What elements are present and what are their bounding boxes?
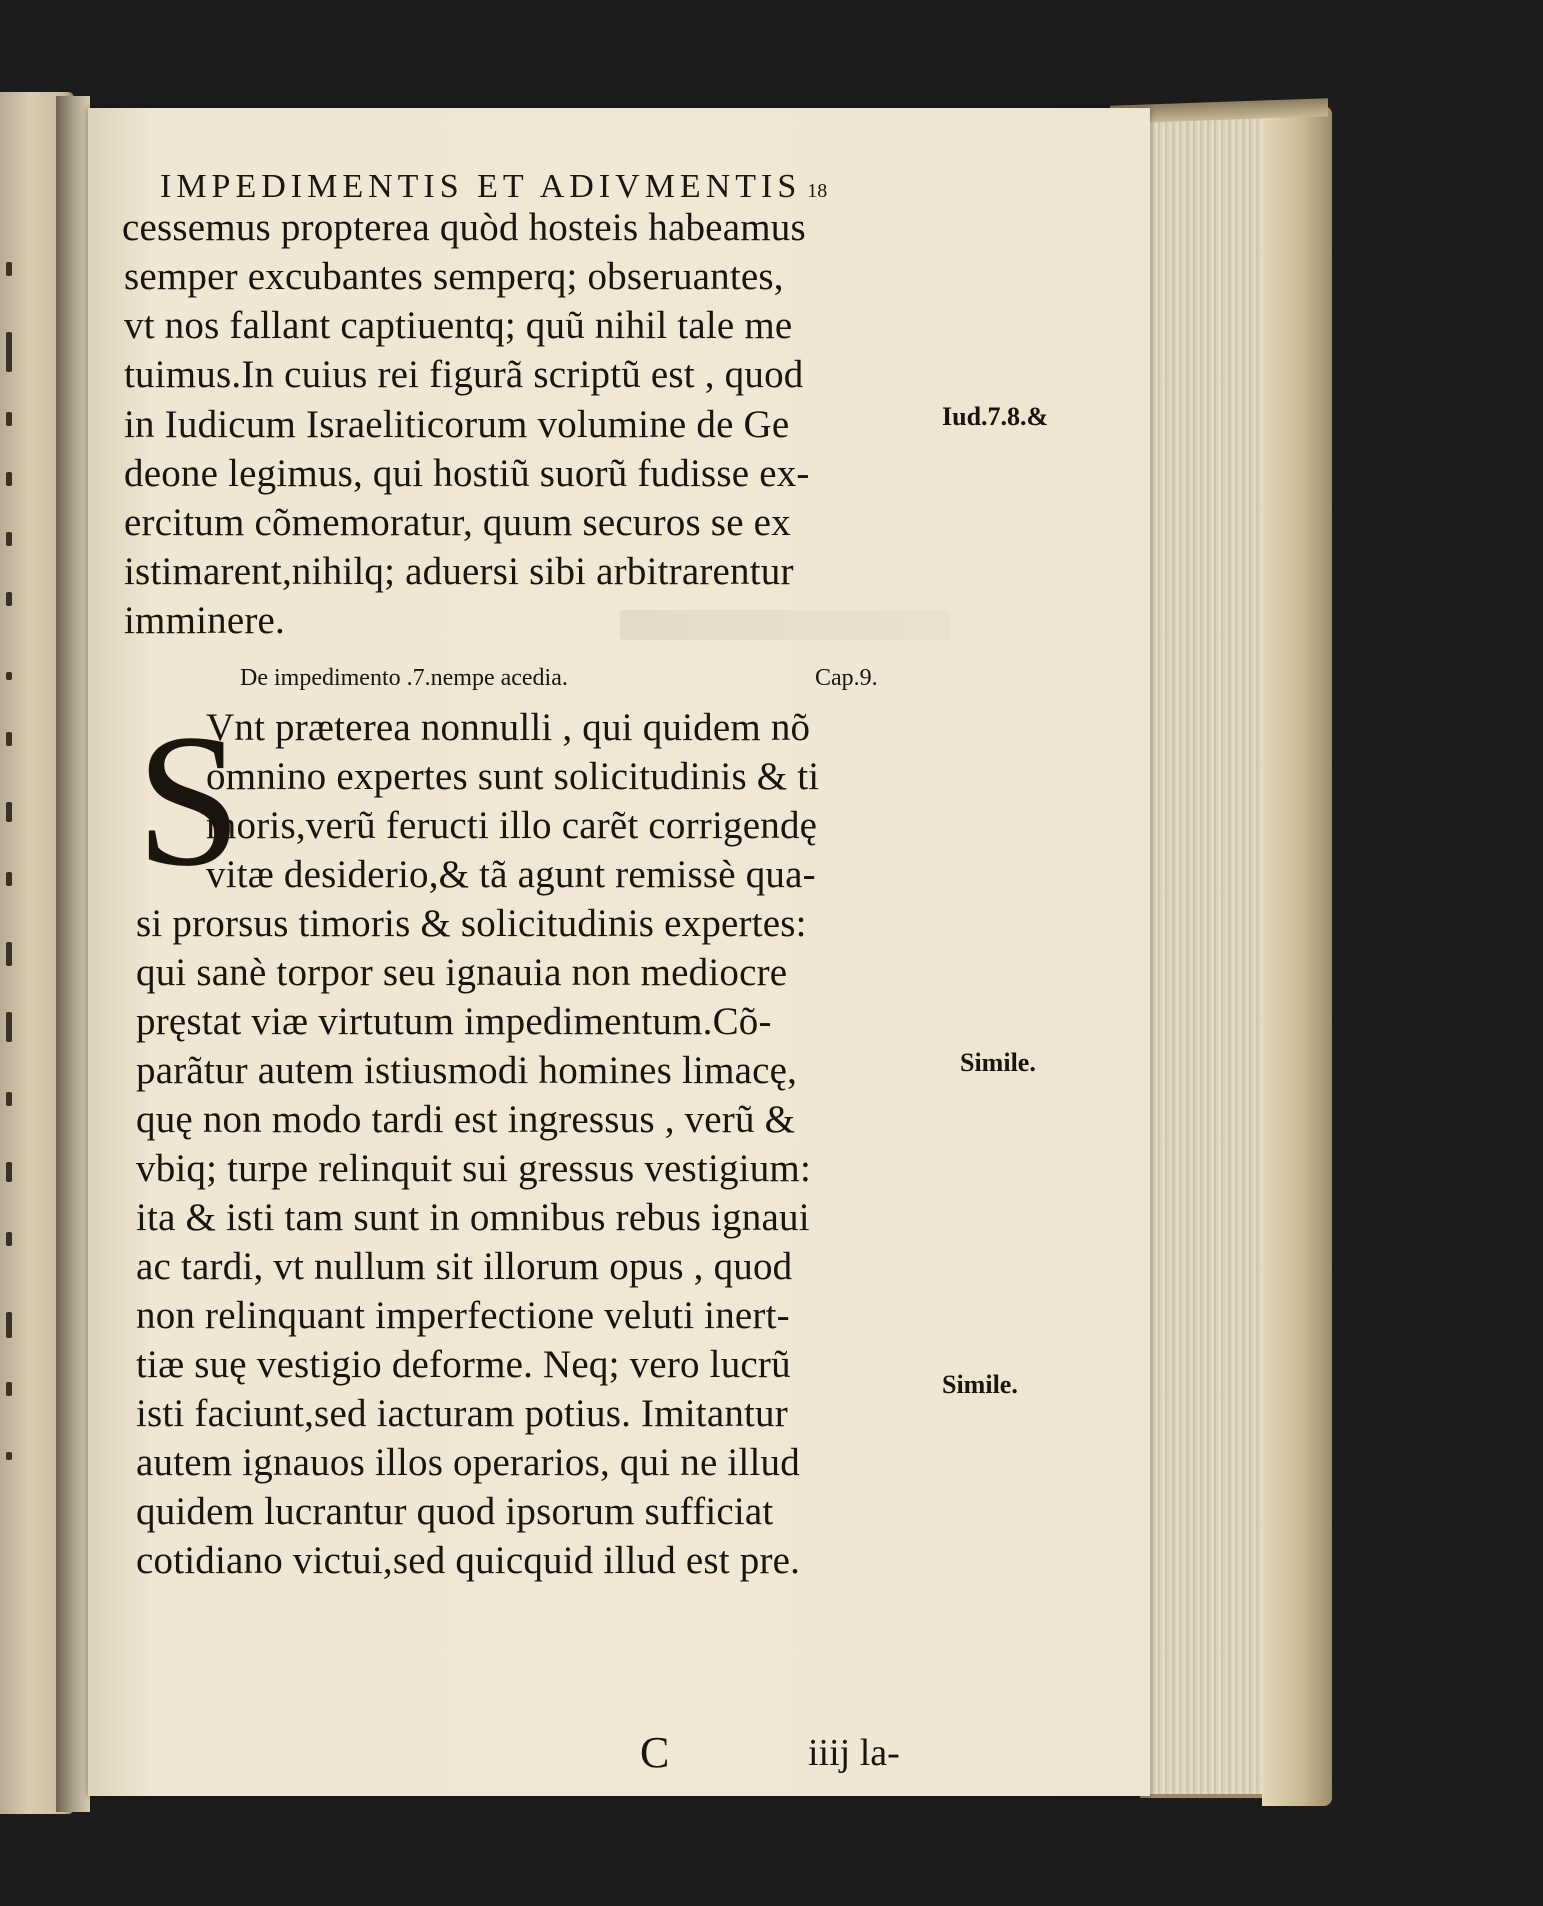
text-line: cessemus propterea quòd hosteis habeamus (122, 206, 806, 249)
text-line: deone legimus, qui hostiũ suorũ fudisse ex- (124, 452, 810, 495)
text-line: pręstat viæ virtutum impedimentum.Cõ- (136, 1000, 772, 1043)
catchword: iiij la- (808, 1732, 900, 1774)
facing-page-text-fragments (4, 152, 24, 1752)
text-line: Vnt præterea nonnulli , qui quidem nõ (206, 706, 811, 749)
text-line: vt nos fallant captiuentq; quũ nihil tale me (124, 304, 793, 347)
book-gutter (56, 96, 90, 1812)
chapter-heading (240, 665, 930, 692)
margin-note-simile: Simile. (960, 1048, 1036, 1077)
text-line: semper excubantes semperq; obseruantes, (124, 255, 784, 298)
text-line: ita & isti tam sunt in omnibus rebus ignaui (136, 1196, 810, 1239)
text-line: quę non modo tardi est ingressus , verũ & (136, 1098, 796, 1141)
text-line: tuimus.In cuius rei figurã scriptũ est , quod (124, 353, 804, 396)
text-line: ercitum cõmemoratur, quum securos se ex (124, 501, 791, 544)
text-line: omnino expertes sunt solicitudinis & ti (206, 755, 820, 798)
text-line: cotidiano victui,sed quicquid illud est pre. (136, 1539, 801, 1582)
text-line: in Iudicum Israeliticorum volumine de Ge (124, 403, 790, 446)
page-block-edges (1140, 112, 1268, 1798)
text-line: parãtur autem istiusmodi homines limacę, (136, 1049, 798, 1092)
text-line: si prorsus timoris & solicitudinis expertes: (136, 902, 807, 945)
text-line: istimarent,nihilq; aduersi sibi arbitrarentur (124, 550, 794, 593)
text-line: qui sanè torpor seu ignauia non mediocre (136, 951, 788, 994)
text-line: quidem lucrantur quod ipsorum sufficiat (136, 1490, 774, 1533)
running-header (160, 168, 940, 206)
show-through-ink (620, 610, 950, 640)
drop-cap: S (136, 696, 242, 906)
margin-note-simile: Simile. (942, 1370, 1018, 1399)
folio-number: 18 (807, 180, 828, 202)
text-line: imminere. (124, 599, 285, 642)
text-line: ac tardi, vt nullum sit illorum opus , quod (136, 1245, 793, 1288)
margin-note-reference: Iud.7.8.& (942, 402, 1049, 431)
text-line: moris,verũ feructi illo carẽt corrigendę (206, 804, 818, 847)
running-title: IMPEDIMENTIS ET ADIVMENTIS (160, 168, 802, 205)
text-line: non relinquant imperfectione veluti inert- (136, 1294, 790, 1337)
book-cover-edge (1262, 106, 1332, 1806)
text-line: vitæ desiderio,& tã agunt remissè qua- (206, 853, 816, 896)
text-line: isti faciunt,sed iacturam potius. Imitantur (136, 1392, 788, 1435)
text-line: tiæ suę vestigio deforme. Neq; vero lucrũ (136, 1343, 791, 1386)
signature-mark: C (640, 1728, 670, 1777)
text-line: vbiq; turpe relinquit sui gressus vestigium: (136, 1147, 811, 1190)
chapter-number: Cap.9. (815, 665, 878, 691)
text-line: autem ignauos illos operarios, qui ne illud (136, 1441, 800, 1484)
chapter-title: De impedimento .7.nempe acedia. (240, 665, 568, 691)
